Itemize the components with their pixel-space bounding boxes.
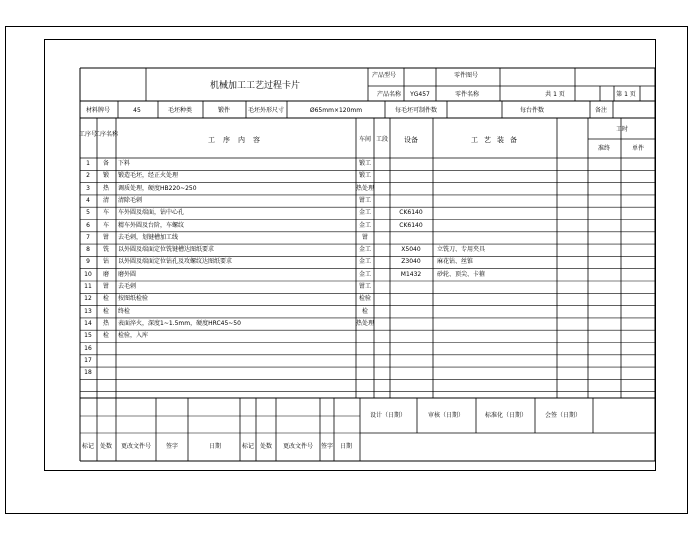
op-content: 按图纸检验 — [118, 295, 149, 303]
col-header-time: 工时 — [615, 126, 629, 133]
op-content: 下料 — [118, 160, 131, 167]
op-no: 7 — [86, 233, 90, 241]
op-workshop: 检 — [361, 307, 369, 315]
op-no: 11 — [84, 283, 92, 290]
op-content: 以外圆及端面定位钻孔及攻螺纹达图纸要求 — [118, 258, 233, 266]
op-no: 1 — [86, 160, 90, 167]
op-equipment: X5040 — [401, 246, 421, 254]
change-mark2-label: 标记 — [241, 443, 255, 450]
op-name: 钳 — [102, 233, 110, 241]
op-no: 2 — [86, 172, 90, 180]
change-date2-label: 日期 — [339, 443, 353, 450]
change-sign2-label: 签字 — [320, 443, 334, 450]
col-header-content: 工序内容 — [208, 136, 268, 144]
op-no: 13 — [84, 307, 92, 315]
op-equipment: Z3040 — [401, 258, 421, 266]
col-header-equipment: 设备 — [404, 136, 418, 144]
blank-type-label: 毛坯种类 — [167, 107, 193, 114]
op-workshop: 检验 — [358, 295, 372, 303]
product-model-label: 产品型号 — [371, 72, 397, 79]
op-content: 锻造毛坯，经正火处理 — [118, 172, 179, 180]
op-no: 14 — [84, 319, 92, 327]
op-no: 17 — [84, 356, 92, 364]
op-name: 检 — [102, 295, 110, 303]
remarks-label: 备注 — [594, 107, 608, 114]
op-name: 热 — [102, 319, 110, 327]
op-content: 清除毛刺 — [118, 196, 143, 204]
op-workshop: 钳 — [361, 233, 369, 241]
per-blank-label: 每毛坯可制件数 — [394, 107, 438, 114]
op-name: 热 — [102, 184, 110, 192]
part-drawing-no-label: 零件图号 — [453, 72, 479, 79]
op-no: 10 — [84, 270, 92, 278]
op-no: 8 — [86, 246, 90, 254]
op-content: 磨外圆 — [118, 270, 137, 278]
blank-size-label: 毛坯外形尺寸 — [247, 107, 285, 114]
op-content: 去毛刺，划键槽加工线 — [118, 233, 179, 241]
op-workshop: 热处理 — [355, 319, 375, 327]
total-pages-label: 共 1 页 — [545, 91, 565, 98]
design-date-label: 设计（日期） — [369, 412, 407, 419]
op-workshop: 金工 — [358, 209, 372, 217]
op-name: 锻 — [102, 172, 110, 180]
op-no: 15 — [84, 332, 92, 340]
op-content: 终检 — [118, 307, 131, 315]
op-no: 6 — [86, 221, 90, 229]
op-name: 检 — [102, 332, 110, 340]
op-workshop: 金工 — [358, 246, 372, 254]
op-name: 车 — [102, 209, 110, 217]
op-workshop: 金工 — [358, 258, 372, 266]
part-name-label: 零件名称 — [454, 91, 480, 98]
review-date-label: 审核（日期） — [427, 412, 465, 419]
product-name-value: YG457 — [410, 91, 430, 98]
op-content: 检验，入库 — [118, 332, 149, 340]
col-header-unit-time: 单件 — [631, 145, 645, 152]
op-content: 精车外圆及台阶，车螺纹 — [118, 221, 185, 229]
change-doc-no2-label: 更改文件号 — [282, 443, 314, 450]
op-workshop: 锻工 — [358, 160, 372, 167]
op-name: 备 — [102, 160, 110, 167]
col-header-no: 工序号 — [78, 131, 98, 138]
change-mark-label: 标记 — [81, 443, 95, 450]
material-grade-value: 45 — [133, 107, 141, 114]
op-workshop: 金工 — [358, 221, 372, 229]
op-no: 3 — [86, 184, 90, 192]
col-header-section: 工段 — [375, 136, 389, 143]
op-no: 16 — [84, 344, 92, 352]
op-tooling: 砂轮、顶尖、卡箍 — [437, 270, 486, 278]
col-header-workshop: 车间 — [358, 136, 372, 143]
op-name: 清 — [102, 196, 110, 204]
change-count-label: 处数 — [99, 443, 113, 450]
col-header-prep-time: 准终 — [597, 145, 611, 152]
op-workshop: 钳工 — [358, 283, 372, 290]
op-name: 磨 — [102, 270, 110, 278]
op-equipment: CK6140 — [399, 221, 423, 229]
op-no: 4 — [86, 196, 90, 204]
op-content: 去毛刺 — [118, 283, 137, 290]
op-name: 钳 — [102, 283, 110, 290]
op-name: 车 — [102, 221, 110, 229]
op-name: 铣 — [102, 246, 110, 254]
standardize-date-label: 标准化（日期） — [484, 412, 528, 419]
op-name: 钻 — [102, 258, 110, 266]
op-no: 18 — [84, 369, 92, 377]
card-title: 机械加工工艺过程卡片 — [209, 81, 301, 91]
countersign-date-label: 会签（日期） — [544, 412, 582, 419]
op-workshop: 金工 — [358, 270, 372, 278]
op-no: 5 — [86, 209, 90, 217]
op-tooling: 麻花钻、丝锥 — [437, 258, 474, 266]
change-date-label: 日期 — [208, 443, 222, 450]
op-workshop: 钳工 — [358, 196, 372, 204]
op-name: 检 — [102, 307, 110, 315]
op-content: 以外圆及端面定位铣键槽达图纸要求 — [118, 246, 215, 254]
op-no: 12 — [84, 295, 92, 303]
op-workshop: 热处理 — [355, 184, 375, 192]
op-no: 9 — [86, 258, 90, 266]
op-workshop: 锻工 — [358, 172, 372, 180]
op-content: 表面淬火，深度1~1.5mm，硬度HRC45~50 — [118, 319, 241, 327]
change-count2-label: 处数 — [259, 443, 273, 450]
col-header-name: 工序名称 — [93, 131, 119, 138]
blank-type-value: 锻件 — [217, 107, 231, 114]
col-header-tooling: 工艺装备 — [471, 136, 523, 144]
change-doc-no-label: 更改文件号 — [120, 443, 152, 450]
op-equipment: M1432 — [400, 270, 422, 278]
op-content: 车外圆及端面，钻中心孔 — [118, 209, 185, 217]
op-content: 调质处理，硬度HB220~250 — [118, 184, 197, 192]
material-grade-label: 材料牌号 — [85, 107, 111, 114]
per-unit-label: 每台件数 — [519, 107, 545, 114]
op-equipment: CK6140 — [399, 209, 423, 217]
op-tooling: 立铣刀、专用夹具 — [437, 246, 486, 254]
blank-size-value: Ø65mm×120mm — [309, 107, 363, 114]
page-number-label: 第 1 页 — [616, 91, 636, 98]
change-sign-label: 签字 — [165, 443, 179, 450]
product-name-label: 产品名称 — [376, 91, 402, 98]
